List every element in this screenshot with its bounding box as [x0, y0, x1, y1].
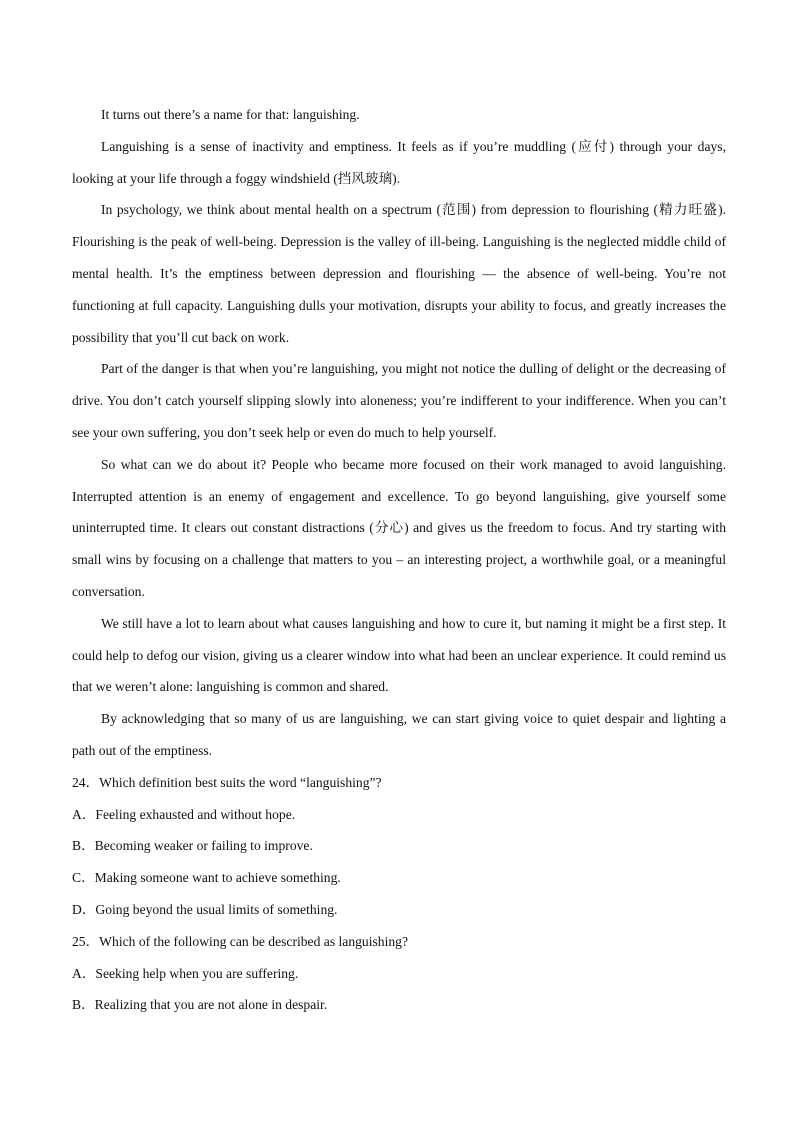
- question-25-option-b: B．Realizing that you are not alone in despair.: [72, 997, 328, 1013]
- question-25: [72, 926, 726, 1021]
- passage-paragraph-5: So what can we do about it? People who became more focused on their work managed to avoid languishing. Interrupted attention is an enemy of engagement and excellence. To go beyond languishing, give yourself some uninterrupted time. It clears out constant distractions (分心) and gives us the freedom to focus. And try starting with small wins by focusing on a challenge that matters to you – an interesting project, a worthwhile goal, or a meaningful conversation.: [72, 456, 726, 599]
- passage-paragraph-3: In psychology, we think about mental health on a spectrum (范围) from depression to flourishing (精力旺盛). Flourishing is the peak of well-being. Depression is the valley of ill-being. Languishing is the neglected middle child of mental health. It’s the emptiness between depression and flourishing — the absence of well-being. You’re not functioning at full capacity. Languishing dulls your motivation, disrupts your ability to focus, and greatly increases the possibility that you’ll cut back on work.: [72, 202, 726, 345]
- question-24-option-c: C．Making someone want to achieve something.: [72, 870, 341, 886]
- passage-paragraph-6: We still have a lot to learn about what causes languishing and how to cure it, but naming it might be a first step. It could help to defog our vision, giving us a clearer window into what had been an unclear experience. It could remind us that we weren’t alone: languishing is common and shared.: [72, 615, 726, 695]
- passage-paragraph-7: By acknowledging that so many of us are languishing, we can start giving voice to quiet despair and lighting a path out of the emptiness.: [72, 711, 726, 758]
- reading-passage: [72, 99, 726, 767]
- question-24: [72, 767, 726, 926]
- question-24-option-a: A．Feeling exhausted and without hope.: [72, 806, 296, 822]
- question-24-option-b: B．Becoming weaker or failing to improve.: [72, 838, 313, 854]
- question-24-stem: 24．Which definition best suits the word “languishing”?: [72, 774, 382, 790]
- question-25-stem: 25．Which of the following can be described as languishing?: [72, 933, 408, 949]
- question-24-option-d: D．Going beyond the usual limits of something.: [72, 901, 338, 917]
- passage-paragraph-2: Languishing is a sense of inactivity and emptiness. It feels as if you’re muddling (应付) through your days, looking at your life through a foggy windshield (挡风玻璃).: [72, 138, 726, 186]
- passage-paragraph-1: It turns out there’s a name for that: languishing.: [101, 107, 360, 122]
- passage-paragraph-4: Part of the danger is that when you’re languishing, you might not notice the dulling of delight or the decreasing of drive. You don’t catch yourself slipping slowly into aloneness; you’re indifferent to your indifference. When you can’t see your own suffering, you don’t seek help or even do much to help yourself.: [72, 361, 726, 440]
- question-25-option-a: A．Seeking help when you are suffering.: [72, 965, 299, 981]
